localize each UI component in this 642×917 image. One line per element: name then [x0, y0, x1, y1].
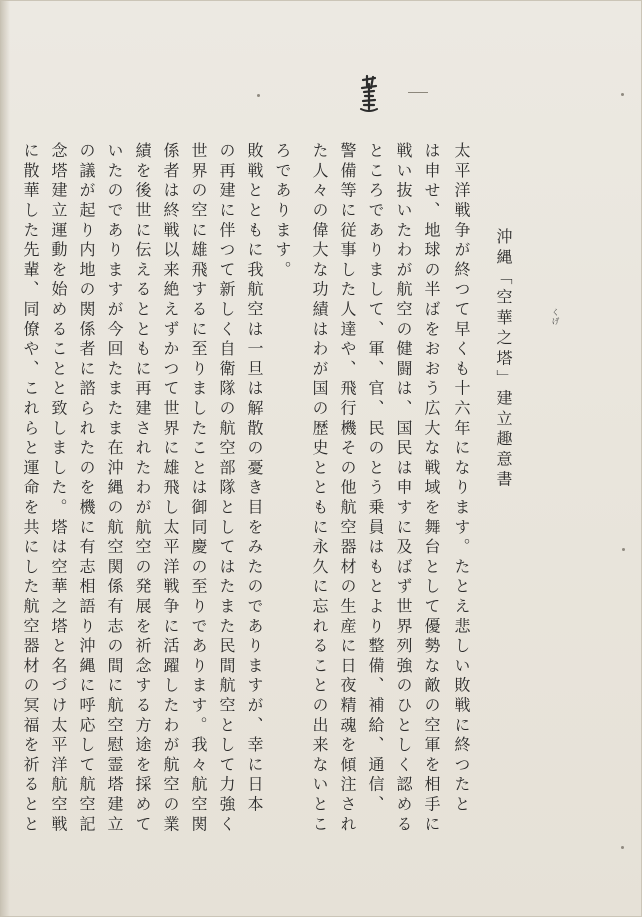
decorative-dash: [408, 92, 428, 93]
paper-speck: [622, 548, 625, 551]
body-line: 太平洋戦争が終つて早くも十六年になります。たとえ悲しい敗戦に終つたと: [452, 142, 471, 816]
body-line: ところでありまして、軍、官、民のとう乗員はもとより整備、補給、通信、: [366, 142, 385, 816]
body-line: た人々の偉大な功績はわが国の歴史とともに永久に忘れることの出来ないとこ: [310, 142, 329, 835]
title-annotation: くげ: [551, 308, 560, 326]
document-title: 沖縄「空華之塔」建立趣意書: [494, 228, 513, 491]
body-line: 敗戦とともに我航空は一旦は解散の憂き目をみたのでありますが、幸に日本: [245, 142, 264, 816]
body-line: 績を後世に伝えるとともに再建されたわが航空の発展を祈念する方途を採めて: [133, 142, 152, 835]
body-line: に散華した先輩、同僚や、これらと運命を共にした航空器材の冥福を祈るとと: [21, 142, 40, 835]
body-line: 係者は終戦以来絶えずかつて世界に雄飛し太平洋戦争に活躍したわが航空の業: [161, 142, 180, 835]
body-line: は申せ、地球の半ばをおおう広大な戦域を舞台として優勢な敵の空軍を相手に: [422, 142, 441, 835]
page-binding-shadow: [0, 0, 10, 917]
body-line: 戦い抜いたわが航空の健闘は、国民は申すに及ばず世界列強のひとしく認める: [394, 142, 413, 835]
body-line: の議が起り内地の関係者に諮られたのを機に有志相語り沖縄に呼応して航空記: [77, 142, 96, 835]
body-line: 世界の空に雄飛するに至りましたことは御同慶の至りであります。我々航空関: [189, 142, 208, 835]
body-line: ろであります。: [273, 142, 292, 281]
handwritten-mark: [357, 74, 381, 114]
body-line: の再建に伴つて新しく自衛隊の航空部隊としてはたまた民間航空として力強く: [217, 142, 236, 835]
paper-speck: [621, 93, 624, 96]
paper-speck: [621, 846, 624, 849]
paper-speck: [257, 94, 260, 97]
body-line: いたのでありますが今回たまたま在沖縄の航空関係有志の間に航空慰霊塔建立: [105, 142, 124, 835]
body-line: 念塔建立運動を始めることと致しました。塔は空華之塔と名づけ太平洋航空戦: [49, 142, 68, 835]
body-line: 警備等に従事した人達や、飛行機その他航空器材の生産に日夜精魂を傾注され: [338, 142, 357, 835]
